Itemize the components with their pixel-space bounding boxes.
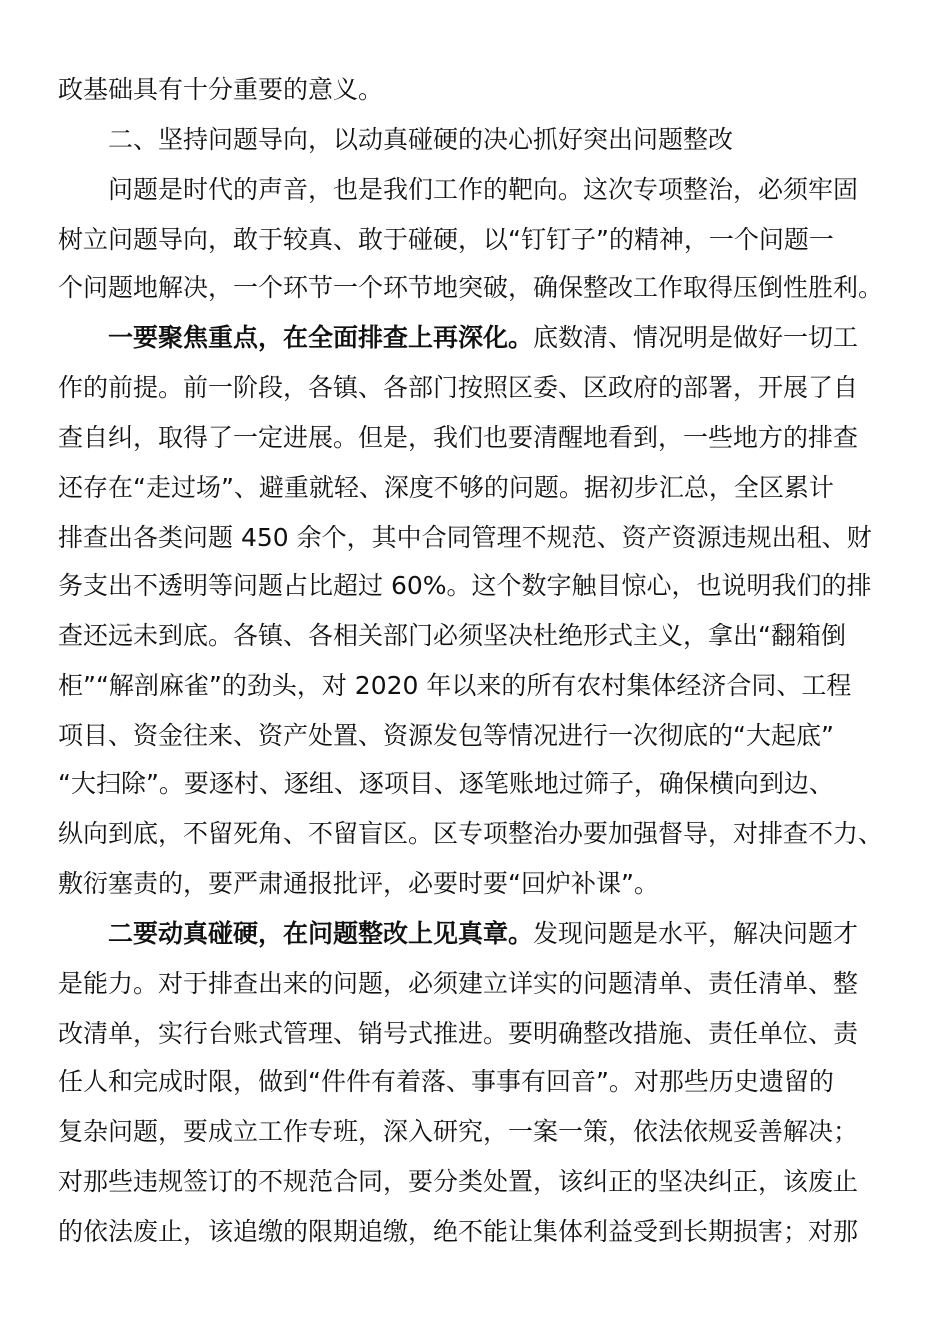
paragraph-line: 务支出不透明等问题占比超过 60%。这个数字触目惊心，也说明我们的排	[58, 571, 872, 600]
paragraph-line: 的依法废止，该追缴的限期追缴，绝不能让集体利益受到长期损害；对那	[58, 1217, 859, 1246]
paragraph-line: 查还远未到底。各镇、各相关部门必须坚决杜绝形式主义，拿出“翻箱倒	[58, 621, 846, 650]
bold-lead: 一要聚焦重点，在全面排查上再深化。	[108, 323, 534, 352]
paragraph-line: 是能力。对于排查出来的问题，必须建立详实的问题清单、责任清单、整	[58, 969, 859, 998]
bold-lead: 二要动真碰硬，在问题整改上见真章。	[108, 919, 534, 948]
paragraph-line: 敷衍塞责的，要严肃通报批评，必要时要“回炉补课”。	[58, 869, 659, 898]
paragraph-line: 查自纠，取得了一定进展。但是，我们也要清醒地看到，一些地方的排查	[58, 423, 859, 452]
paragraph-line: 柜”“解剖麻雀”的劲头，对 2020 年以来的所有农村集体经济合同、工程	[58, 671, 852, 700]
paragraph-line: 问题是时代的声音，也是我们工作的靶向。这次专项整治，必须牢固	[108, 175, 859, 204]
paragraph-line: 任人和完成时限，做到“件件有着落、事事有回音”。对那些历史遗留的	[58, 1067, 834, 1096]
paragraph-line: 项目、资金往来、资产处置、资源发包等情况进行一次彻底的“大起底”	[58, 721, 834, 750]
paragraph-line: 政基础具有十分重要的意义。	[58, 75, 384, 104]
paragraph-line: 二要动真碰硬，在问题整改上见真章。发现问题是水平，解决问题才	[108, 919, 859, 948]
paragraph-line: 一要聚焦重点，在全面排查上再深化。底数清、情况明是做好一切工	[108, 323, 859, 352]
paragraph-line: 作的前提。前一阶段，各镇、各部门按照区委、区政府的部署，开展了自	[58, 373, 859, 402]
paragraph-line: 纵向到底，不留死角、不留盲区。区专项整治办要加强督导，对排查不力、	[58, 819, 884, 848]
paragraph-line: 还存在“走过场”、避重就轻、深度不够的问题。据初步汇总，全区累计	[58, 473, 834, 502]
paragraph-line: 排查出各类问题 450 余个，其中合同管理不规范、资产资源违规出租、财	[58, 523, 872, 552]
section-heading: 二、坚持问题导向，以动真碰硬的决心抓好突出问题整改	[108, 125, 734, 154]
paragraph-line: 改清单，实行台账式管理、销号式推进。要明确整改措施、责任单位、责	[58, 1019, 859, 1048]
paragraph-line: 对那些违规签订的不规范合同，要分类处置，该纠正的坚决纠正，该废止	[58, 1167, 859, 1196]
paragraph-line: 个问题地解决，一个环节一个环节地突破，确保整改工作取得压倒性胜利。	[58, 273, 884, 302]
paragraph-line: 复杂问题，要成立工作专班，深入研究，一案一策，依法依规妥善解决；	[58, 1117, 859, 1146]
paragraph-line: “大扫除”。要逐村、逐组、逐项目、逐笔账地过筛子，确保横向到边、	[58, 769, 834, 798]
paragraph-line: 树立问题导向，敢于较真、敢于碰硬，以“钉钉子”的精神，一个问题一	[58, 225, 834, 254]
